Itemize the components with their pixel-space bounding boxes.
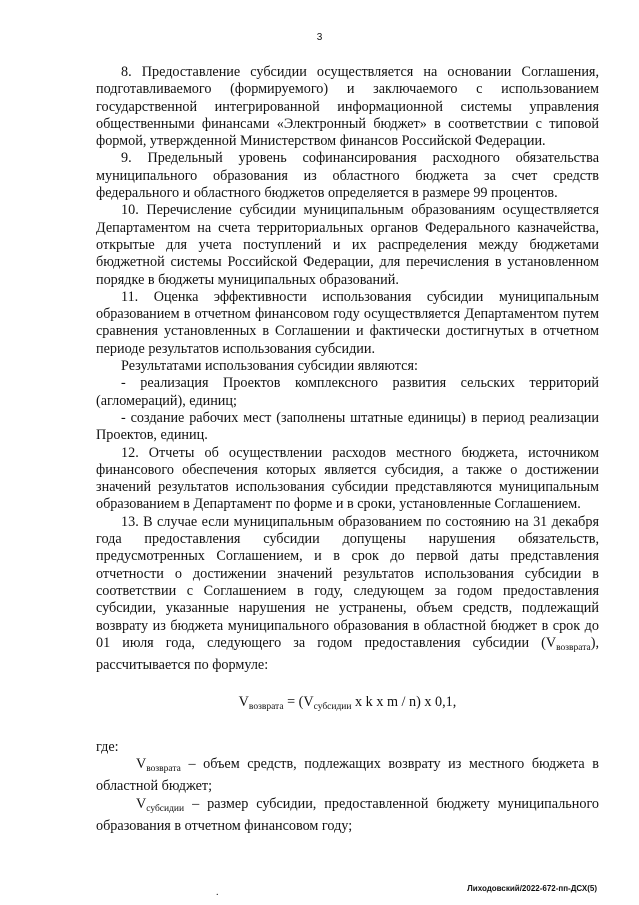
paragraph-8: 8. Предоставление субсидии осуществляется на основании Соглашения, подготавливаемого (формируемого) и заключаемого с использованием государственной интегрированной информационной системы управления общественными финансами «Электронный бюджет» в соответствии с типовой формой, утвержденной Министерством финансов Российской Федерации. — [96, 64, 599, 150]
definition-v-return — [96, 756, 599, 796]
bottom-dot: . — [216, 887, 219, 898]
formula-eq: = (V — [283, 694, 314, 711]
results-intro: Результатами использования субсидии являются: — [121, 358, 418, 375]
formula — [96, 694, 599, 716]
result-item-projects: - реализация Проектов комплексного развития сельских территорий (агломераций), единиц; — [96, 375, 599, 409]
paragraph-12: 12. Отчеты об осуществлении расходов местного бюджета, источником финансового обеспечения которых является субсидия, а также о достижении значений результатов использования субсидии представляются муниципальным образованием в Департамент по форме и в сроки, установленные Соглашением. — [96, 444, 599, 513]
def1-text: – объем средств, подлежащих возврату из местного бюджета в областной бюджет; — [96, 755, 599, 795]
paragraph-11: 11. Оценка эффективности использования субсидии муниципальным образованием в отчетном финансовом году осуществляется Департаментом путем сравнения установленных в Соглашении и фактически достигнутых в отчетном периоде результатов использования субсидии. — [96, 288, 599, 357]
paragraph-13-tail: ), рассчитывается по формуле: — [96, 634, 599, 674]
paragraph-13-text: 13. В случае если муниципальным образованием по состоянию на 31 декабря года предоставления субсидии допущены нарушения обязательств, предусмотренных Соглашением, и в срок до первой даты представления отчетности о достижении значений результатов использования субсидии в соответствии с Соглашением в году, следующем за годом предоставления субсидии, указанные нарушения не устранены, объем средств, подлежащий возврату из бюджета муниципального образования в областной бюджет в срок до 01 июля года, следующего за годом предоставления субсидии (V — [96, 513, 599, 651]
where-label: где: — [96, 738, 119, 755]
result-item-jobs: - создание рабочих мест (заполнены штатные единицы) в период реализации Проектов, единиц. — [96, 409, 599, 444]
definition-v-subsidy — [96, 796, 599, 836]
def2-v: V — [136, 795, 147, 812]
formula-v: V — [238, 694, 249, 711]
paragraph-13 — [96, 514, 599, 675]
document-body — [96, 64, 599, 835]
def2-text: – размер субсидии, предоставленной бюджету муниципального образования в отчетном финансовом году; — [96, 795, 599, 834]
paragraph-10: 10. Перечисление субсидии муниципальным образованиям осуществляется Департаментом на счета территориальных органов Федерального казначейства, открытые для учета поступлений и их распределения между бюджетами бюджетной системы Российской Федерации, для перечисления в установленном порядке в бюджеты муниципальных образований. — [96, 202, 599, 288]
def1-v: V — [136, 755, 147, 772]
def2-subscript: субсидии — [146, 803, 185, 814]
def1-subscript: возврата — [146, 763, 181, 774]
footer-reference: Лиходовский/2022-672-пп-ДСХ(5) — [467, 884, 597, 893]
formula-sub-subsidy: субсидии — [313, 702, 352, 713]
paragraph-9: 9. Предельный уровень софинансирования расходного обязательства муниципального образования из областного бюджета за счет средств федерального и областного бюджетов определяется в размере 99 процентов. — [96, 150, 599, 202]
paragraph-13-subscript: возврата — [556, 642, 591, 653]
formula-sub-return: возврата — [248, 702, 284, 713]
formula-rest: x k x m / n) x 0,1, — [351, 694, 457, 711]
page-number: 3 — [316, 32, 323, 43]
